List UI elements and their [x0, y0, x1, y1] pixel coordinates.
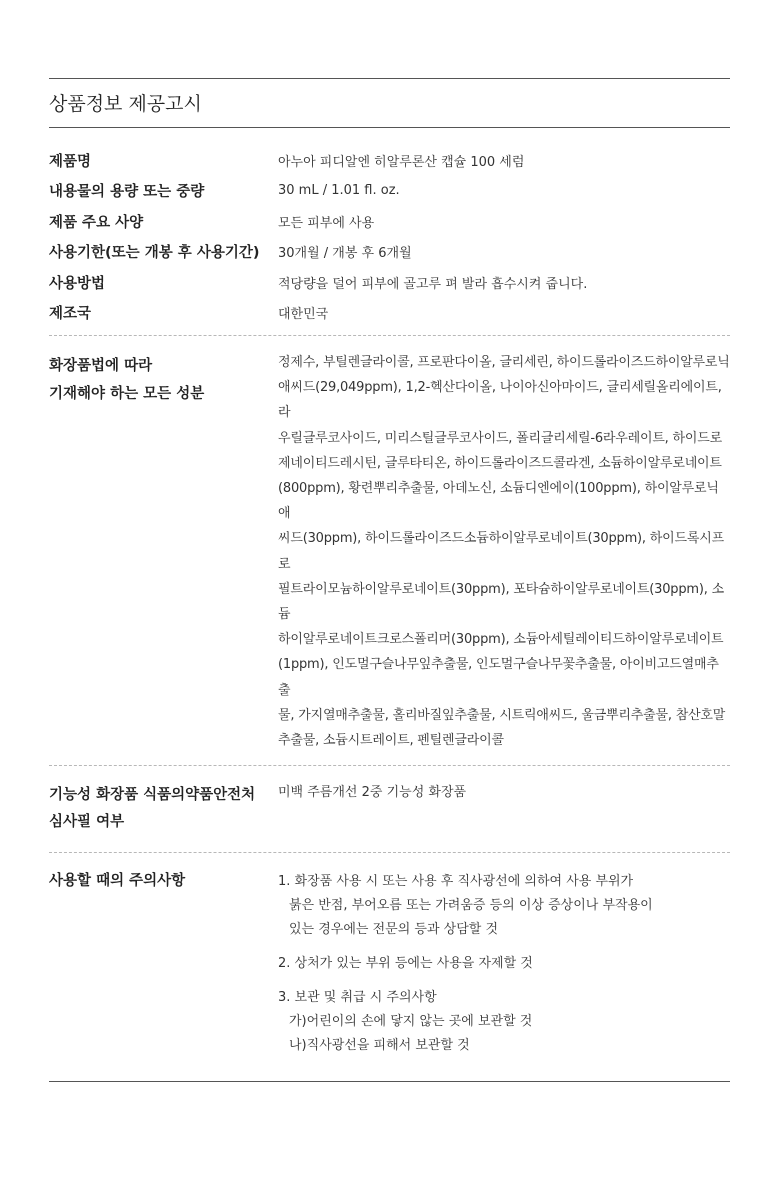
caution-line: 3. 보관 및 취급 시 주의사항 [278, 990, 437, 1006]
caution-line: 가)어린이의 손에 닿지 않는 곳에 보관할 것 [289, 1014, 533, 1030]
ingredient-line: 필트라이모늄하이알루로네이트(30ppm), 포타슘하이알루로네이트(30ppm), 소듐 [278, 581, 724, 623]
row-value: 대한민국 [278, 307, 329, 323]
ingredient-line: (1ppm), 인도멀구슬나무잎추출물, 인도멀구슬나무꽃추출물, 아이비고드열매추출 [278, 657, 719, 698]
row-value: 모든 피부에 사용 [278, 215, 375, 231]
section-title: 상품정보 제공고시 [49, 79, 730, 128]
ingredient-line: 우릴글루코사이드, 미리스틸글루코사이드, 폴리글리세릴-6라우레이트, 하이드로 [278, 430, 722, 446]
caution-item [278, 870, 730, 942]
label-line: 심사필 여부 [49, 814, 125, 831]
caution-line: 붉은 반점, 부어오름 또는 가려움증 등의 이상 증상이나 부작용이 [289, 898, 653, 914]
ingredients-list [278, 350, 730, 753]
label-line: 기재해야 하는 모든 성분 [49, 386, 205, 402]
caution-item [278, 952, 730, 976]
row-label: 제품명 [49, 153, 92, 170]
caution-line: 2. 상처가 있는 부위 등에는 사용을 자제할 것 [278, 956, 533, 972]
row-value: 30 mL / 1.01 fl. oz. [278, 183, 400, 199]
row-label: 사용기한(또는 개봉 후 사용기간) [49, 245, 260, 262]
row-value: 아누아 피디알엔 히알루론산 캡슐 100 세럼 [278, 154, 525, 170]
row-label: 사용방법 [49, 275, 106, 292]
row-label: 내용물의 용량 또는 중량 [49, 184, 205, 201]
product-info-notice [49, 78, 730, 1082]
ingredient-line: 하이알루로네이트크로스폴리머(30ppm), 소듐아세틸레이티드하이알루로네이트 [278, 632, 724, 648]
cautions-list [278, 870, 730, 1058]
ingredient-line: 정제수, 부틸렌글라이콜, 프로판다이올, 글리세린, 하이드롤라이즈드하이알루로닉 [278, 355, 730, 370]
ingredient-line: 씨드(30ppm), 하이드롤라이즈드소듐하이알루로네이트(30ppm), 하이드록시프로 [278, 531, 724, 572]
functional-label [49, 782, 278, 836]
cautions-section [49, 853, 730, 1082]
ingredients-label [49, 350, 278, 753]
row-label: 제품 주요 사양 [49, 214, 144, 231]
functional-section [49, 766, 730, 853]
info-row [49, 206, 730, 237]
cautions-label: 사용할 때의 주의사항 [49, 873, 186, 890]
info-row [49, 145, 730, 176]
caution-item [278, 986, 730, 1058]
info-row [49, 176, 730, 207]
info-row [49, 237, 730, 268]
functional-value: 미백 주름개선 2중 기능성 화장품 [278, 785, 467, 801]
caution-line: 있는 경우에는 전문의 등과 상담할 것 [289, 922, 499, 938]
ingredient-line: 제네이티드레시틴, 글루타티온, 하이드롤라이즈드콜라겐, 소듐하이알루로네이트 [278, 455, 722, 471]
ingredient-line: (800ppm), 황련뿌리추출물, 아데노신, 소듐디엔에이(100ppm), 하이알루로닉애 [278, 481, 719, 522]
ingredient-line: 애씨드(29,049ppm), 1,2-헥산다이올, 나이아신아마이드, 글리세릴올리에이트, 라 [278, 380, 722, 421]
row-value: 적당량을 덜어 피부에 골고루 펴 발라 흡수시켜 줍니다. [278, 276, 588, 292]
info-row [49, 267, 730, 298]
label-line: 기능성 화장품 식품의약품안전처 [49, 787, 256, 804]
basic-info-section [49, 128, 730, 336]
ingredient-line: 추출물, 소듐시트레이트, 펜틸렌글라이콜 [278, 733, 504, 749]
info-row [49, 298, 730, 329]
caution-line: 1. 화장품 사용 시 또는 사용 후 직사광선에 의하여 사용 부위가 [278, 874, 634, 890]
caution-line: 나)직사광선을 피해서 보관할 것 [289, 1038, 470, 1054]
ingredient-line: 물, 가지열매추출물, 홀리바질잎추출물, 시트릭애씨드, 울금뿌리추출물, 참산호말 [278, 707, 726, 723]
row-label: 제조국 [49, 306, 92, 323]
ingredients-section [49, 336, 730, 766]
label-line: 화장품법에 따라 [49, 358, 153, 374]
row-value: 30개월 / 개봉 후 6개월 [278, 246, 412, 262]
